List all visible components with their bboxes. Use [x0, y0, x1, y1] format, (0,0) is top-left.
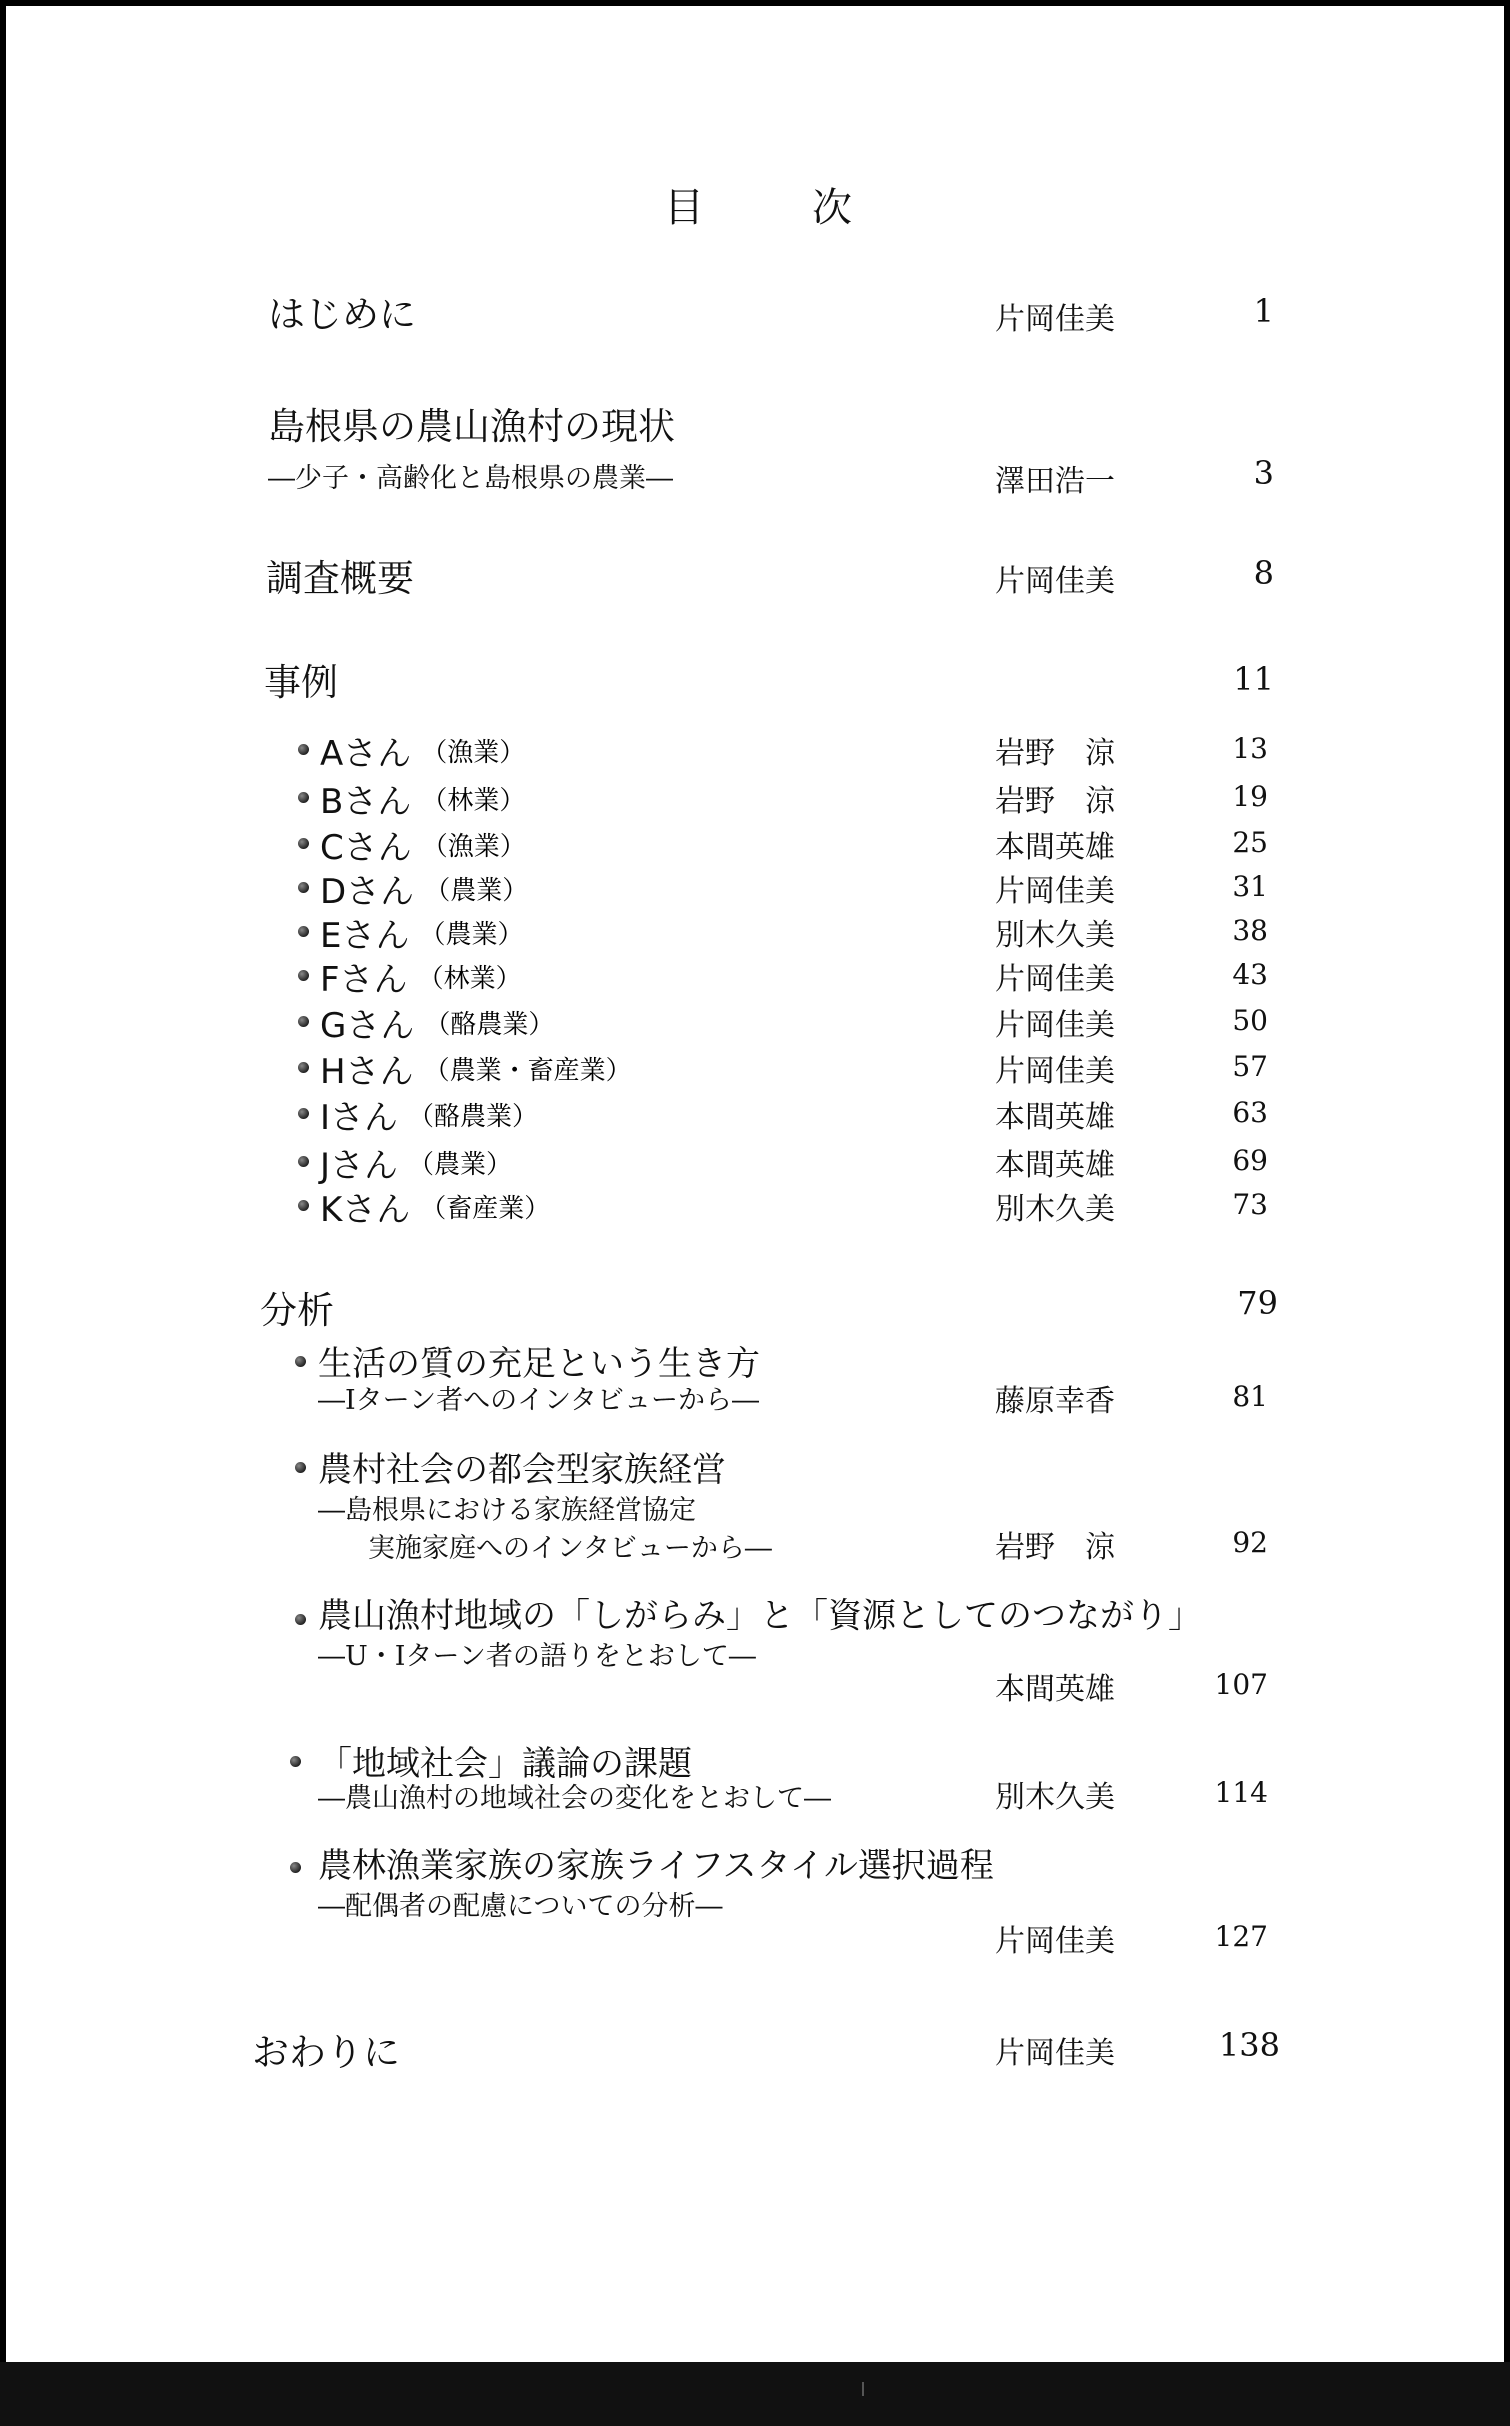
section-survey-author: 片岡佳美	[995, 564, 1115, 599]
case-item-tag: （林業）	[417, 964, 522, 994]
case-item-author: 本間英雄	[995, 1148, 1115, 1183]
section-intro-page: 1	[1253, 292, 1274, 330]
case-item-author: 別木久美	[995, 918, 1115, 953]
case-item-author: 本間英雄	[995, 1100, 1115, 1135]
bullet-icon	[298, 838, 309, 849]
case-item-tag: （農業・畜産業）	[423, 1056, 632, 1086]
case-item-label[interactable]: Cさん	[320, 828, 412, 868]
case-item-author: 片岡佳美	[995, 1054, 1115, 1089]
scan-bottom-edge	[0, 2362, 1510, 2426]
section-status-page: 3	[1253, 454, 1274, 492]
case-item-page: 13	[1232, 732, 1268, 765]
section-intro-title[interactable]: はじめに	[268, 293, 416, 336]
section-status-title[interactable]: 島根県の農山漁村の現状	[268, 405, 675, 448]
case-item-page: 43	[1232, 958, 1268, 991]
scan-mark	[862, 2382, 864, 2396]
analysis-article-3-page: 107	[1214, 1668, 1268, 1701]
case-item-label[interactable]: Fさん	[320, 960, 408, 1000]
analysis-article-5-subtitle: ―配偶者の配慮についての分析―	[318, 1891, 723, 1922]
section-outro-page: 138	[1218, 2026, 1280, 2064]
analysis-article-3-subtitle: ―U・Iターン者の語りをとおして―	[318, 1641, 756, 1672]
bullet-icon	[298, 744, 309, 755]
case-item-tag: （酪農業）	[424, 1010, 555, 1040]
case-item-page: 31	[1232, 870, 1268, 903]
bullet-icon	[295, 1356, 306, 1367]
bullet-icon	[290, 1756, 301, 1767]
analysis-article-4-subtitle: ―農山漁村の地域社会の変化をとおして―	[318, 1783, 831, 1814]
section-cases-title[interactable]: 事例	[264, 661, 338, 704]
bullet-icon	[295, 1614, 306, 1625]
bullet-icon	[298, 1108, 309, 1119]
bullet-icon	[298, 1016, 309, 1027]
case-item-label[interactable]: Iさん	[320, 1098, 399, 1138]
case-item-label[interactable]: Eさん	[320, 916, 410, 956]
bullet-icon	[298, 970, 309, 981]
case-item-page: 19	[1232, 780, 1268, 813]
bullet-icon	[295, 1462, 306, 1473]
bullet-icon	[290, 1862, 301, 1873]
case-item-label[interactable]: Kさん	[320, 1190, 411, 1230]
analysis-article-5-title[interactable]: 農林漁業家族の家族ライフスタイル選択過程	[318, 1846, 994, 1886]
analysis-article-3-author: 本間英雄	[995, 1672, 1115, 1707]
case-item-page: 63	[1232, 1096, 1268, 1129]
section-outro-author: 片岡佳美	[995, 2036, 1115, 2071]
analysis-article-2-subtitle-line1: ―島根県における家族経営協定	[318, 1495, 696, 1526]
case-item-page: 38	[1232, 914, 1268, 947]
analysis-article-2-author: 岩野 涼	[995, 1530, 1115, 1565]
case-item-author: 片岡佳美	[995, 874, 1115, 909]
bullet-icon	[298, 1062, 309, 1073]
bullet-icon	[298, 1200, 309, 1211]
section-analysis-page: 79	[1237, 1284, 1278, 1322]
case-item-page: 69	[1232, 1144, 1268, 1177]
case-item-label[interactable]: Aさん	[320, 734, 412, 774]
analysis-article-4-title[interactable]: 「地域社会」議論の課題	[318, 1744, 692, 1784]
analysis-article-2-subtitle-line2: 実施家庭へのインタビューから―	[368, 1533, 772, 1564]
case-item-tag: （漁業）	[421, 738, 526, 768]
analysis-article-4-page: 114	[1214, 1776, 1268, 1809]
case-item-author: 片岡佳美	[995, 1008, 1115, 1043]
case-item-tag: （畜産業）	[420, 1194, 551, 1224]
section-outro-title[interactable]: おわりに	[252, 2031, 400, 2074]
analysis-article-1-subtitle: ―Iターン者へのインタビューから―	[318, 1385, 760, 1416]
analysis-article-5-author: 片岡佳美	[995, 1924, 1115, 1959]
case-item-label[interactable]: Hさん	[320, 1052, 414, 1092]
case-item-page: 25	[1232, 826, 1268, 859]
bullet-icon	[298, 882, 309, 893]
case-item-label[interactable]: Bさん	[320, 782, 412, 822]
analysis-article-1-page: 81	[1232, 1380, 1268, 1413]
section-status-subtitle: ―少子・高齢化と島根県の農業―	[268, 463, 673, 494]
case-item-label[interactable]: Dさん	[320, 872, 415, 912]
case-item-tag: （漁業）	[421, 832, 526, 862]
analysis-article-4-author: 別木久美	[995, 1780, 1115, 1815]
analysis-article-3-title[interactable]: 農山漁村地域の「しがらみ」と「資源としてのつながり」	[318, 1596, 1202, 1636]
case-item-label[interactable]: Jさん	[320, 1146, 399, 1186]
case-item-tag: （農業）	[424, 876, 529, 906]
analysis-article-2-title[interactable]: 農村社会の都会型家族経営	[318, 1450, 726, 1490]
section-status-author: 澤田浩一	[995, 464, 1115, 499]
case-item-tag: （林業）	[421, 786, 526, 816]
section-intro-author: 片岡佳美	[995, 302, 1115, 337]
analysis-article-5-page: 127	[1214, 1920, 1268, 1953]
case-item-label[interactable]: Gさん	[320, 1006, 415, 1046]
case-item-author: 本間英雄	[995, 830, 1115, 865]
case-item-author: 別木久美	[995, 1192, 1115, 1227]
case-item-tag: （酪農業）	[408, 1102, 539, 1132]
case-item-author: 岩野 涼	[995, 736, 1115, 771]
section-survey-page: 8	[1253, 554, 1274, 592]
analysis-article-1-title[interactable]: 生活の質の充足という生き方	[318, 1344, 760, 1384]
bullet-icon	[298, 926, 309, 937]
section-cases-page: 11	[1233, 660, 1274, 698]
case-item-author: 片岡佳美	[995, 962, 1115, 997]
bullet-icon	[298, 792, 309, 803]
analysis-article-2-page: 92	[1232, 1526, 1268, 1559]
section-survey-title[interactable]: 調査概要	[266, 557, 414, 600]
section-analysis-title[interactable]: 分析	[260, 1289, 334, 1332]
case-item-tag: （農業）	[419, 920, 524, 950]
page-title: 目 次	[664, 185, 886, 231]
case-item-page: 57	[1232, 1050, 1268, 1083]
case-item-page: 50	[1232, 1004, 1268, 1037]
case-item-page: 73	[1232, 1188, 1268, 1221]
case-item-author: 岩野 涼	[995, 784, 1115, 819]
analysis-article-1-author: 藤原幸香	[995, 1384, 1115, 1419]
case-item-tag: （農業）	[408, 1150, 513, 1180]
bullet-icon	[298, 1156, 309, 1167]
